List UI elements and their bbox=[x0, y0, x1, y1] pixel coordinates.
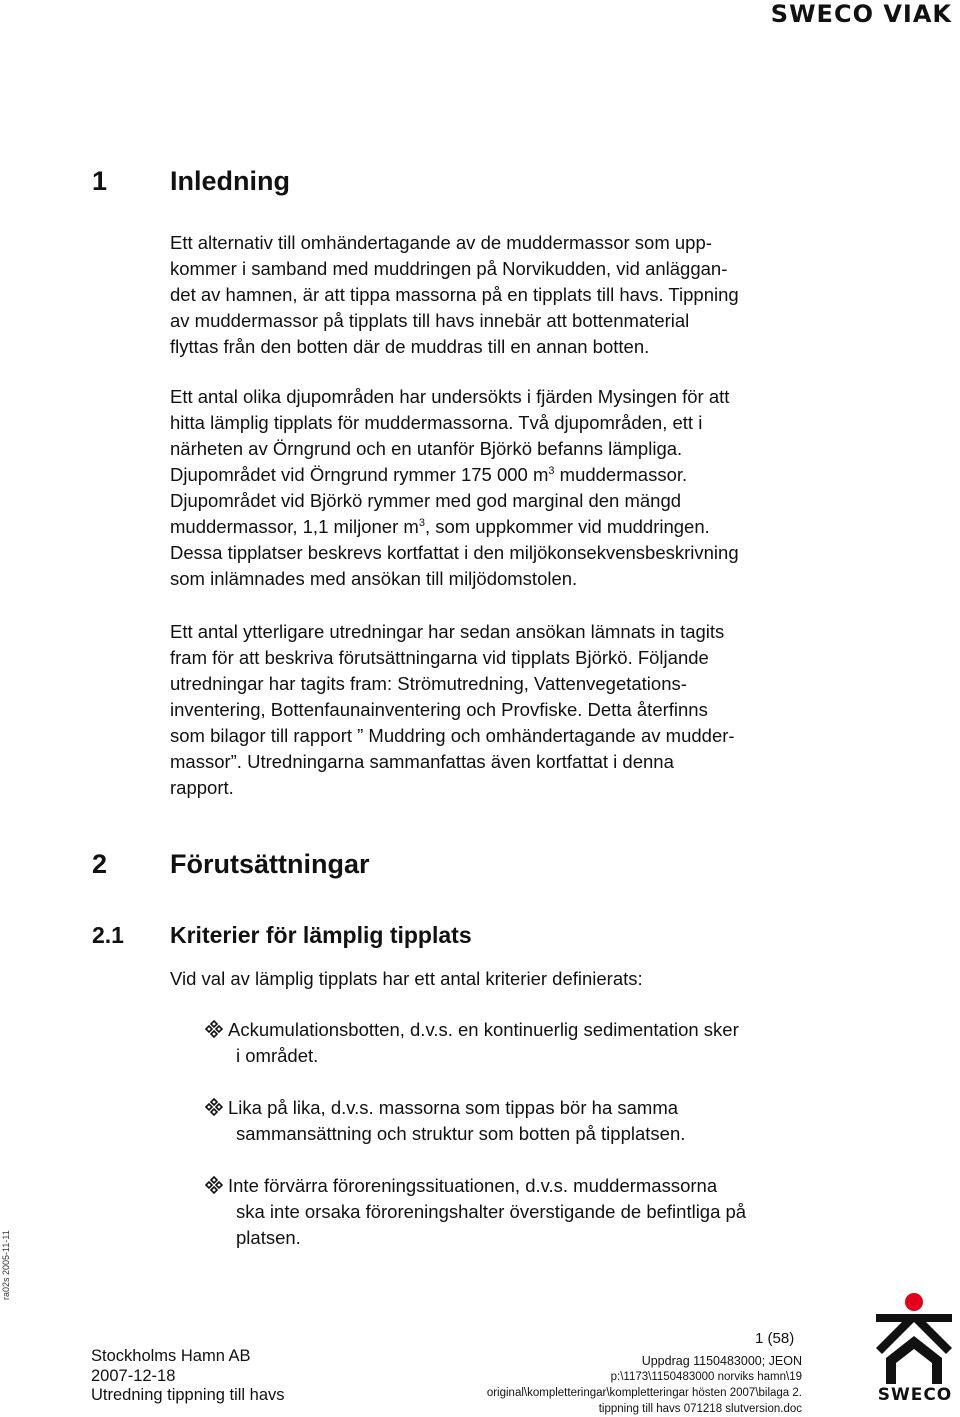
section-title: Förutsättningar bbox=[170, 849, 370, 879]
superscript: 3 bbox=[418, 516, 425, 529]
text-line: som inlämnades med ansökan till miljödomstolen. bbox=[170, 568, 578, 589]
text-line: i området. bbox=[236, 1045, 319, 1066]
footer-left bbox=[91, 1347, 285, 1406]
footer-assignment: Uppdrag 1150483000; JEON bbox=[641, 1354, 802, 1368]
text-line: rapport. bbox=[170, 777, 234, 798]
text-fragment: muddermassor. bbox=[554, 464, 688, 485]
page-number: 1 (58) bbox=[755, 1330, 795, 1347]
bullet-text: Inte förvärra föroreningssituationen, d.v.s. muddermassorna bbox=[228, 1175, 718, 1196]
text-line: som bilagor till rapport ” Muddring och omhändertagande av mudder- bbox=[170, 725, 735, 746]
text-line: närheten av Örngrund och en utanför Björkö befanns lämpliga. bbox=[170, 438, 683, 459]
text-line: sammansättning och struktur som botten på tipplatsen. bbox=[236, 1123, 686, 1144]
footer-file-path: original\kompletteringar\kompletteringar hösten 2007\bilaga 2. bbox=[486, 1387, 802, 1399]
text-line: det av hamnen, är att tippa massorna på en tipplats till havs. Tippning bbox=[170, 284, 739, 305]
text-line: Ett alternativ till omhändertagande av de muddermassor som upp- bbox=[170, 232, 712, 253]
section-number: 1 bbox=[92, 166, 108, 196]
text-line: fram för att beskriva förutsättningarna vid tipplats Björkö. Följande bbox=[170, 647, 709, 668]
footer-company: Stockholms Hamn AB bbox=[91, 1347, 251, 1365]
text-fragment: , som uppkommer vid muddringen. bbox=[424, 516, 710, 537]
text-line: inventering, Bottenfaunainventering och Provfiske. Detta återfinns bbox=[170, 699, 708, 720]
diamond-bullet-icon bbox=[204, 1097, 224, 1117]
text-line: Vid val av lämplig tipplats har ett antal kriterier definierats: bbox=[170, 968, 643, 989]
text-line bbox=[204, 1173, 824, 1199]
logo-wordmark: SWECO bbox=[877, 1385, 953, 1405]
section-number: 2 bbox=[92, 849, 108, 879]
footer-document-title: Utredning tippning till havs bbox=[91, 1386, 285, 1404]
text-line: platsen. bbox=[236, 1227, 301, 1248]
text-line: utredningar har tagits fram: Strömutredning, Vattenvegetations- bbox=[170, 673, 687, 694]
text-line: flyttas från den botten där de muddras till en annan botten. bbox=[170, 336, 650, 357]
text-line bbox=[204, 1017, 824, 1043]
criteria-bullet-1 bbox=[204, 1017, 824, 1069]
text-line bbox=[204, 1095, 824, 1121]
superscript: 3 bbox=[548, 464, 555, 477]
bullet-text: Lika på lika, d.v.s. massorna som tippas bör ha samma bbox=[228, 1097, 679, 1118]
section-title: Inledning bbox=[170, 166, 290, 196]
section-title: Kriterier för lämplig tipplats bbox=[170, 922, 472, 948]
text-line: ska inte orsaka föroreningshalter överstigande de befintliga på bbox=[236, 1201, 747, 1222]
paragraph-intro bbox=[170, 230, 810, 360]
footer-file-path: tippning till havs 071218 slutversion.doc bbox=[598, 1403, 802, 1415]
section-2-heading bbox=[92, 849, 370, 880]
section-1-heading bbox=[92, 166, 290, 197]
document-code: ra02s 2005-11-11 bbox=[1, 1230, 11, 1300]
criteria-bullet-2 bbox=[204, 1095, 824, 1147]
section-number: 2.1 bbox=[92, 922, 124, 948]
text-line bbox=[170, 462, 810, 488]
section-2-1-heading bbox=[92, 922, 472, 949]
text-line: Dessa tipplatser beskrevs kortfattat i den miljökonsekvensbeskrivning bbox=[170, 542, 739, 563]
text-line: Ett antal olika djupområden har undersökts i fjärden Mysingen för att bbox=[170, 386, 730, 407]
paragraph-criteria-intro bbox=[170, 966, 810, 992]
text-line: Ett antal ytterligare utredningar har sedan ansökan lämnats in tagits bbox=[170, 621, 725, 642]
text-line bbox=[170, 514, 810, 540]
brand-header: SWECO VIAK bbox=[770, 0, 952, 28]
footer-date: 2007-12-18 bbox=[91, 1366, 176, 1385]
text-line: hitta lämplig tipplats för muddermassorna. Två djupområden, ett i bbox=[170, 412, 703, 433]
text-line: massor”. Utredningarna sammanfattas även kortfattat i denna bbox=[170, 751, 674, 772]
footer-file-path: p:\1173\1150483000 norviks hamn\19 bbox=[610, 1371, 802, 1383]
paragraph-depth-areas bbox=[170, 384, 810, 592]
bullet-text: Ackumulationsbotten, d.v.s. en kontinuerlig sedimentation sker bbox=[228, 1019, 739, 1040]
paragraph-investigations bbox=[170, 619, 810, 801]
text-line: av muddermassor på tipplats till havs innebär att bottenmaterial bbox=[170, 310, 690, 331]
text-fragment: Djupområdet vid Örngrund rymmer 175 000 m bbox=[170, 464, 549, 485]
diamond-bullet-icon bbox=[204, 1019, 224, 1039]
text-line: Djupområdet vid Björkö rymmer med god marginal den mängd bbox=[170, 490, 682, 511]
text-fragment: muddermassor, 1,1 miljoner m bbox=[170, 516, 419, 537]
diamond-bullet-icon bbox=[204, 1175, 224, 1195]
criteria-bullet-3 bbox=[204, 1173, 824, 1251]
footer-right bbox=[487, 1353, 802, 1417]
text-line: kommer i samband med muddringen på Norvikudden, vid anläggan- bbox=[170, 258, 728, 279]
